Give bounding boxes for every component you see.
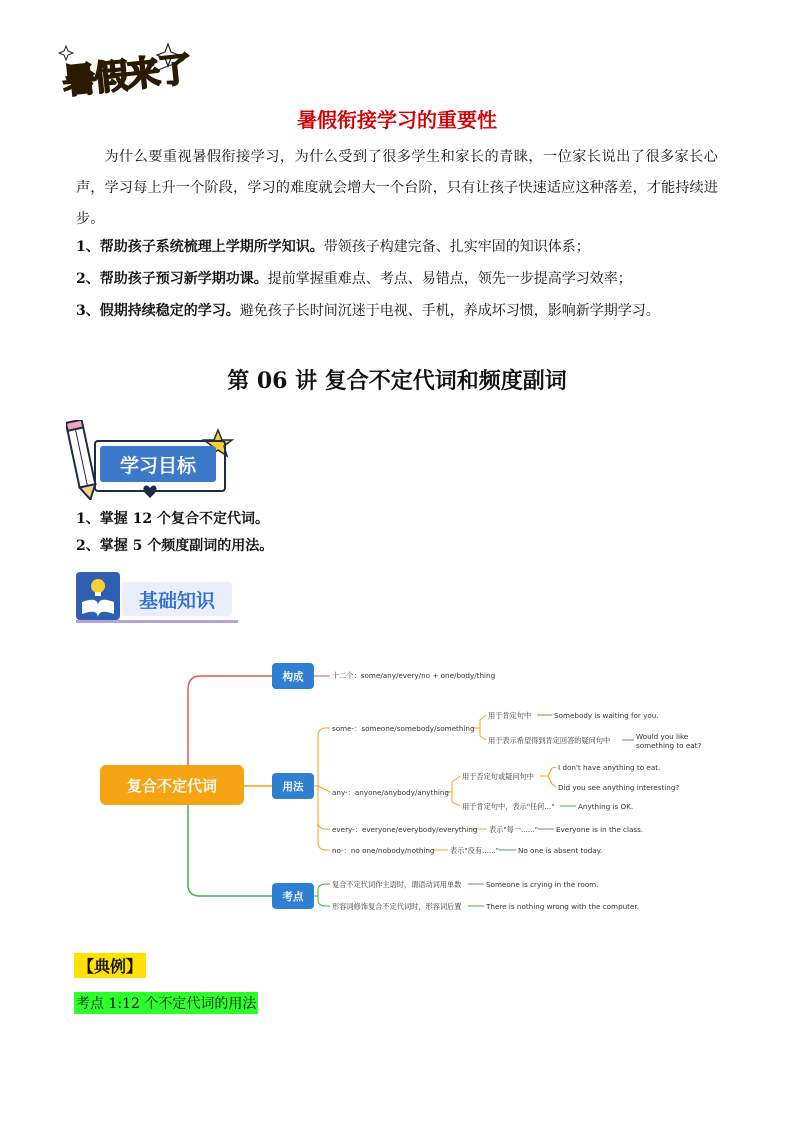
- no-group: no-：no one/nobody/nothing: [332, 846, 435, 855]
- some-question-example-line2: something to eat?: [636, 741, 702, 750]
- every-group: every-：everyone/everybody/everything: [332, 825, 478, 834]
- any-affirm: 用于肯定句中，表示"任何...": [462, 802, 555, 811]
- any-negative-example: I don't have anything to eat.: [558, 763, 661, 772]
- every-example: Everyone is in the class.: [556, 825, 644, 834]
- every-meaning: 表示"每一......": [489, 825, 539, 834]
- benefit-num: 2、: [76, 271, 100, 287]
- benefit-text: 避免孩子长时间沉迷于电视、手机，养成坏习惯，影响新学期学习。: [239, 303, 660, 319]
- basics-badge: 基础知识: [122, 582, 232, 616]
- mindmap-node-usage: 用法: [272, 773, 314, 799]
- mindmap-node-composition: 构成: [272, 663, 314, 689]
- benefit-bold: 假期持续稳定的学习。: [99, 303, 240, 319]
- exam-point-2-example: There is nothing wrong with the computer.: [486, 902, 639, 911]
- goals-badge: 学习目标: [100, 446, 216, 482]
- some-question-example-line1: Would you like: [636, 732, 689, 741]
- goal-item: 2、掌握 5 个频度副词的用法。: [76, 538, 274, 554]
- mindmap-node-exam: 考点: [272, 883, 314, 909]
- benefit-num: 1、: [76, 239, 100, 255]
- exam-point-2: 形容词修饰复合不定代词时，形容词后置: [332, 902, 462, 911]
- page-title: 暑假衔接学习的重要性: [297, 108, 497, 132]
- goal-item: 1、掌握 12 个复合不定代词。: [76, 511, 269, 527]
- some-question: 用于表示希望得到肯定回答的疑问句中: [488, 736, 611, 745]
- benefit-bold: 帮助孩子预习新学期功课。: [99, 271, 268, 287]
- no-example: No one is absent today.: [518, 846, 603, 855]
- no-meaning: 表示"没有......": [450, 846, 500, 855]
- lecture-title: 第 06 讲 复合不定代词和频度副词: [227, 368, 567, 394]
- exam-point-1-example: Someone is crying in the room.: [486, 880, 599, 889]
- logo-text: 暑假来了: [60, 49, 193, 103]
- composition-text: 十二个：some/any/every/no + one/body/thing: [332, 671, 496, 680]
- benefit-text: 带领孩子构建完备、扎实牢固的知识体系；: [323, 239, 590, 255]
- any-affirm-example: Anything is OK.: [578, 802, 634, 811]
- any-question-example: Did you see anything interesting?: [558, 783, 680, 792]
- some-affirm: 用于肯定句中: [488, 711, 532, 720]
- benefit-text: 提前掌握重难点、考点、易错点，领先一步提高学习效率；: [267, 271, 632, 287]
- intro-paragraph: 为什么要重视暑假衔接学习，为什么受到了很多学生和家长的青睐，一位家长说出了很多家长心声，学习每上升一个阶段，学习的难度就会增大一个台阶，只有让孩子快速适应这种落差，才能持续进步。: [76, 149, 718, 227]
- some-affirm-example: Somebody is waiting for you.: [554, 711, 659, 720]
- benefit-bold: 帮助孩子系统梳理上学期所学知识。: [99, 239, 324, 255]
- any-group: any-：anyone/anybody/anything: [332, 788, 449, 797]
- any-negq: 用于否定句或疑问句中: [462, 772, 534, 781]
- mindmap-root: 复合不定代词: [100, 765, 244, 805]
- kaodian-heading: 考点 1:12 个不定代词的用法: [74, 992, 258, 1014]
- exam-point-1: 复合不定代词作主语时，谓语动词用单数: [332, 880, 462, 889]
- benefit-num: 3、: [76, 303, 100, 319]
- some-group: some-：someone/somebody/something: [332, 724, 475, 733]
- example-tag: 【典例】: [74, 953, 146, 978]
